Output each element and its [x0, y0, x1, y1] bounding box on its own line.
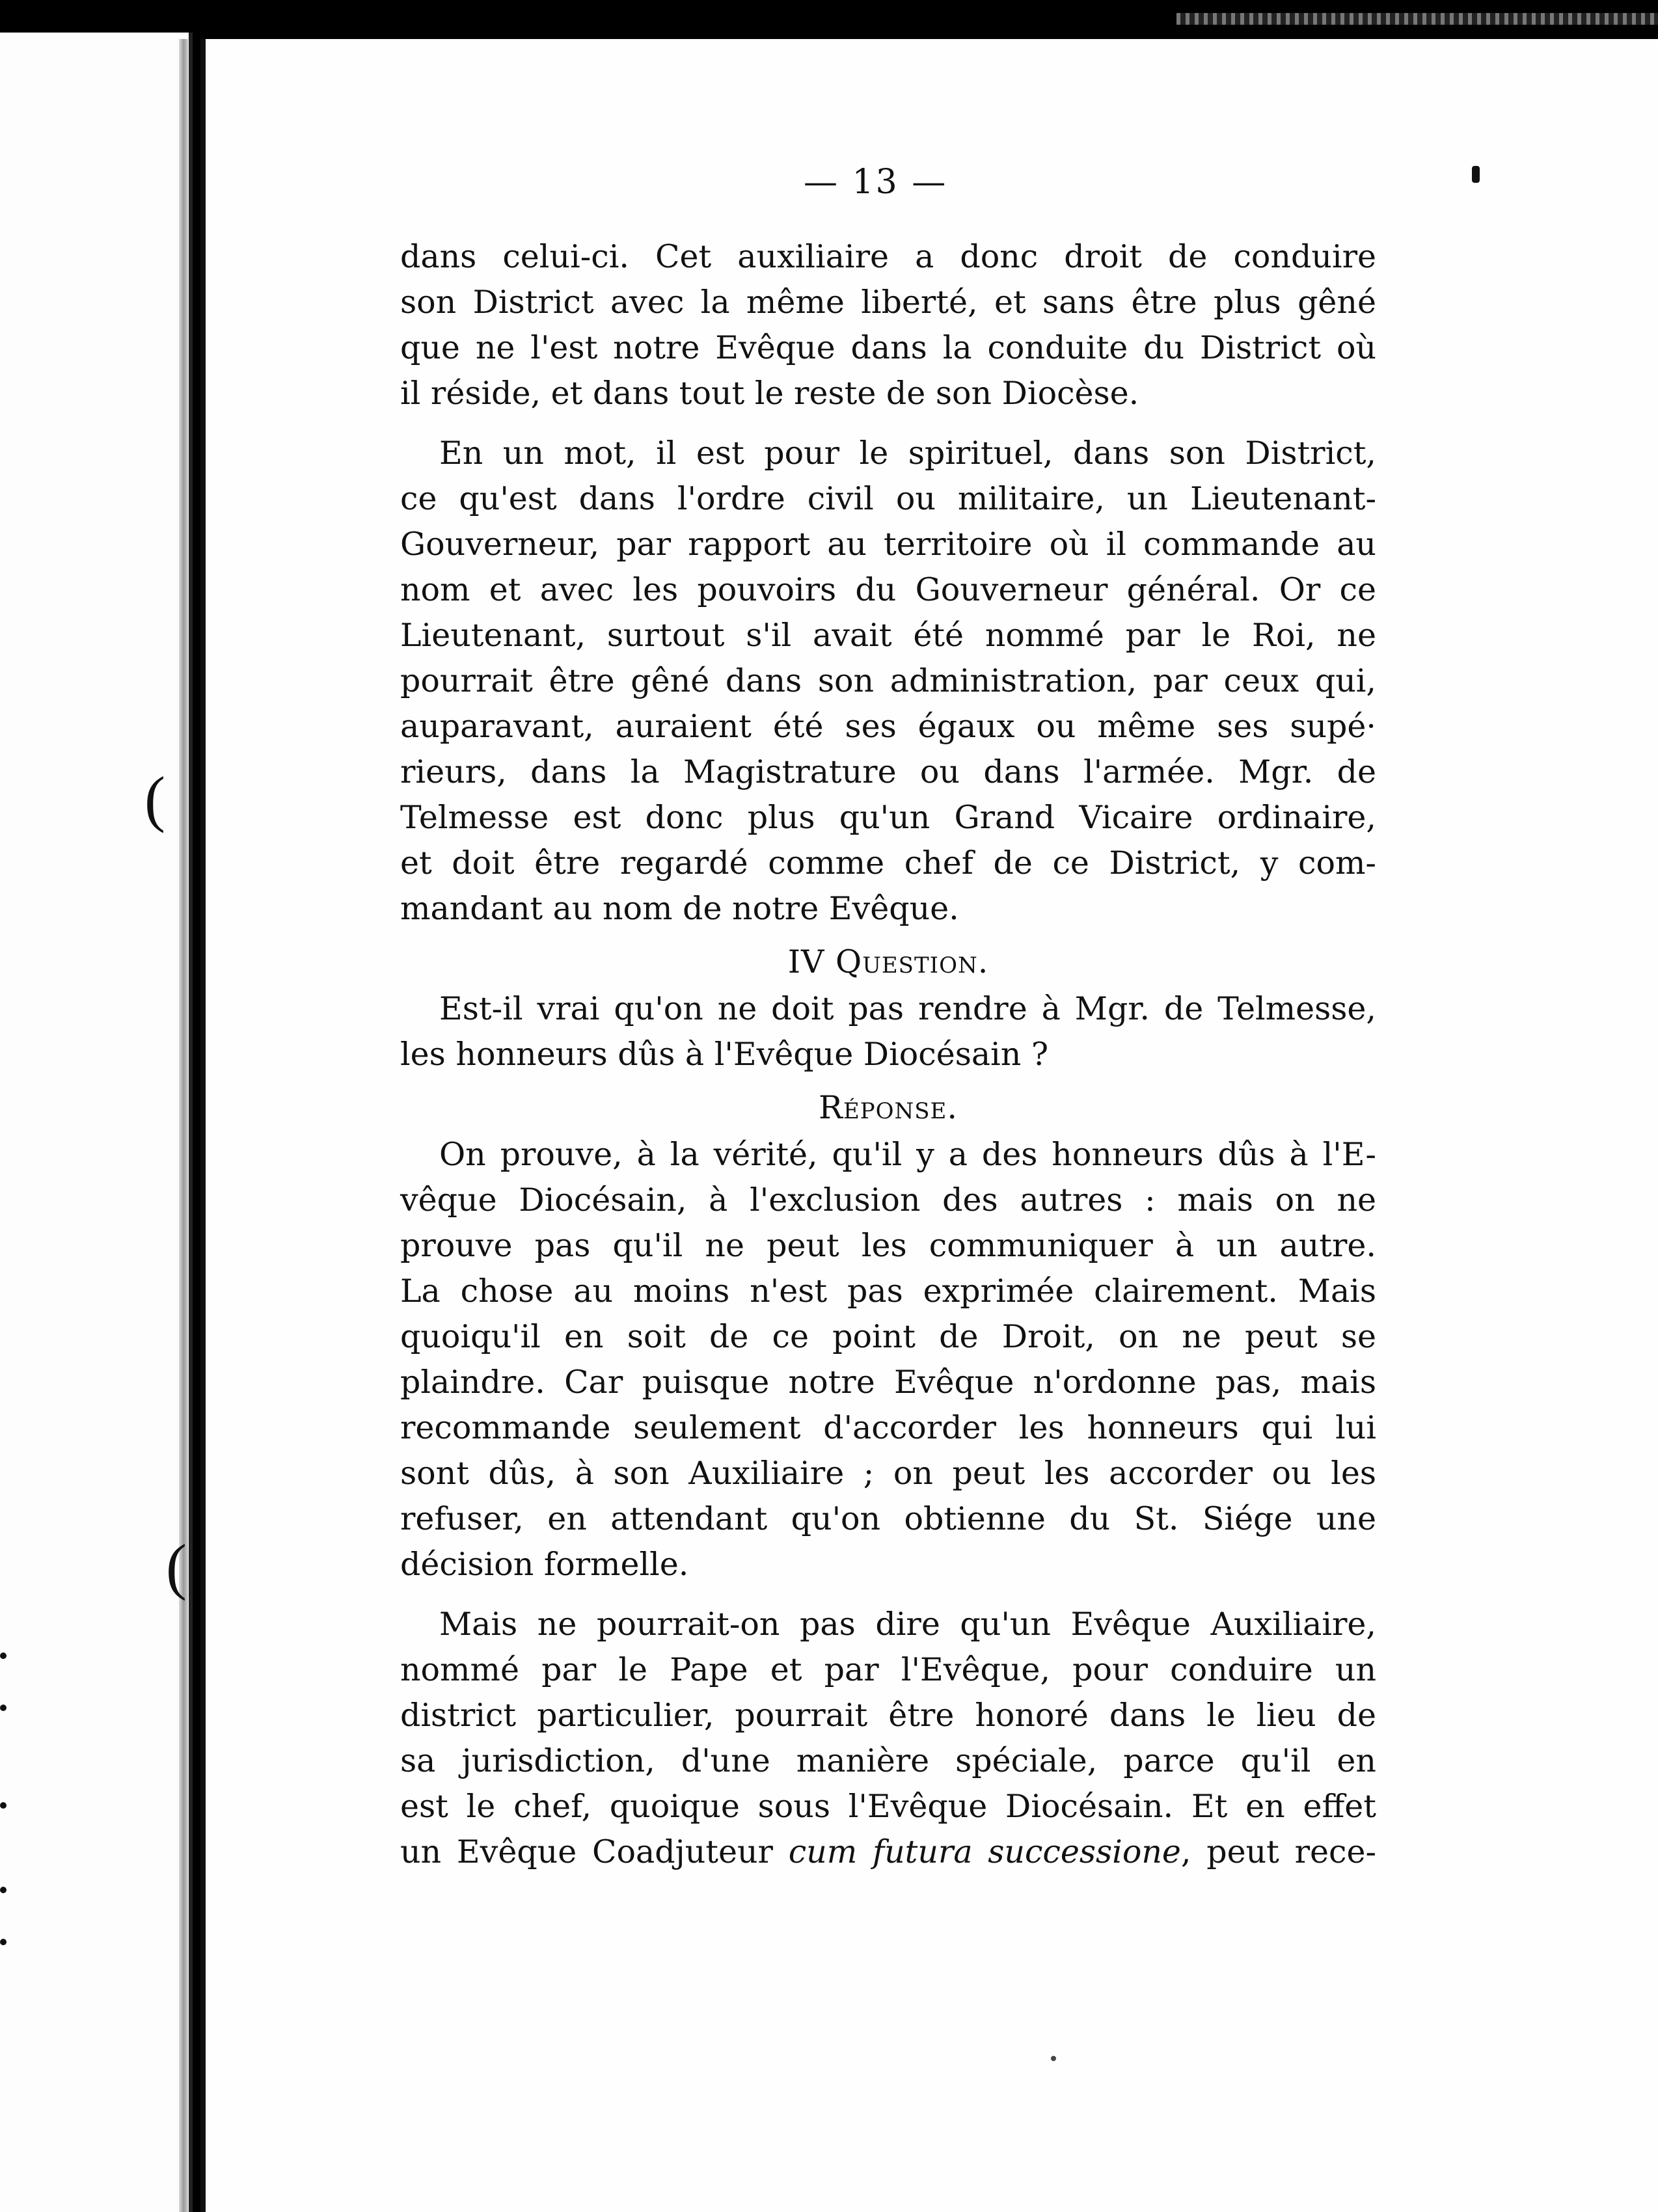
text-line: mandant au nom de notre Evêque.	[400, 890, 959, 927]
text-line: nom et avec les pouvoirs du Gouverneur général. Or ce	[400, 571, 1376, 608]
text-line: pourrait être gêné dans son administration, par ceux qui,	[400, 662, 1376, 699]
text-line: est le chef, quoique sous l'Evêque Diocésain. Et en effet	[400, 1788, 1376, 1825]
text-line: vêque Diocésain, à l'exclusion des autres : mais on ne	[400, 1181, 1376, 1219]
scan-top-border	[200, 0, 1658, 39]
text-line: refuser, en attendant qu'on obtienne du St. Siége une	[400, 1500, 1376, 1537]
text-line: En un mot, il est pour le spirituel, dans son District,	[439, 435, 1376, 472]
edge-mark	[0, 1652, 7, 1659]
text-line: Telmesse est donc plus qu'un Grand Vicaire ordinaire,	[400, 799, 1376, 836]
text-line: auparavant, auraient été ses égaux ou même ses supé·	[400, 708, 1376, 745]
edge-mark	[0, 1939, 7, 1945]
text-line: ce qu'est dans l'ordre civil ou militaire, un Lieutenant-	[400, 480, 1376, 517]
book-gutter	[179, 39, 188, 2212]
ink-speck	[1051, 2056, 1056, 2061]
margin-bracket-lower-left: (	[166, 1531, 187, 1601]
text-line: sa jurisdiction, d'une manière spéciale, parce qu'il en	[400, 1742, 1376, 1779]
text-line: On prouve, à la vérité, qu'il y a des honneurs dûs à l'E-	[439, 1136, 1376, 1173]
text-line: sont dûs, à son Auxiliaire ; on peut les accorder ou les	[400, 1455, 1376, 1492]
facing-page	[0, 33, 193, 2212]
latin-phrase: cum futura successione	[788, 1833, 1181, 1870]
margin-bracket-upper-left: (	[144, 764, 165, 833]
text-line: que ne l'est notre Evêque dans la conduite du District où	[400, 329, 1376, 366]
text-line: plaindre. Car puisque notre Evêque n'ordonne pas, mais	[400, 1364, 1376, 1401]
text-line: décision formelle.	[400, 1546, 689, 1583]
text-line: Lieutenant, surtout s'il avait été nommé par le Roi, ne	[400, 617, 1376, 654]
question-paragraph	[400, 986, 1376, 1077]
text-line: les honneurs dûs à l'Evêque Diocésain ?	[400, 1036, 1049, 1073]
text-line: Mais ne pourrait-on pas dire qu'un Evêque Auxiliaire,	[439, 1606, 1376, 1643]
body-text	[400, 234, 1376, 1875]
text-line: prouve pas qu'il ne peut les communiquer à un autre.	[400, 1227, 1376, 1264]
text-line: son District avec la même liberté, et sans être plus gêné	[400, 284, 1376, 321]
section-heading-answer: Réponse.	[819, 1089, 958, 1126]
text-line: quoiqu'il en soit de ce point de Droit, on ne peut se	[400, 1318, 1376, 1355]
page-number: — 13 —	[804, 163, 948, 202]
text-line: il réside, et dans tout le reste de son Diocèse.	[400, 375, 1139, 412]
edge-mark	[0, 1705, 7, 1711]
text-line-mixed	[400, 1829, 1376, 1875]
text-line: et doit être regardé comme chef de ce District, y com-	[400, 844, 1376, 882]
text-segment: un Evêque Coadjuteur	[400, 1833, 789, 1870]
text-line: Est-il vrai qu'on ne doit pas rendre à Mgr. de Telmesse,	[439, 990, 1376, 1027]
text-line: recommande seulement d'accorder les honneurs qui lui	[400, 1409, 1376, 1446]
scan-noise-stripe	[1176, 13, 1658, 25]
paragraph-1	[400, 234, 1376, 416]
text-segment: , peut rece-	[1180, 1833, 1376, 1870]
section-heading-question: IV Question.	[787, 943, 989, 980]
paragraph-3	[400, 1132, 1376, 1587]
edge-mark	[0, 1887, 7, 1893]
text-line: district particulier, pourrait être honoré dans le lieu de	[400, 1697, 1376, 1734]
ink-mark	[1472, 166, 1480, 183]
paragraph-4	[400, 1602, 1376, 1875]
edge-mark	[0, 1802, 7, 1809]
paragraph-2	[400, 431, 1376, 932]
text-line: Gouverneur, par rapport au territoire où il commande au	[400, 526, 1376, 563]
text-line: La chose au moins n'est pas exprimée clairement. Mais	[400, 1273, 1376, 1310]
text-line: dans celui-ci. Cet auxiliaire a donc droit de conduire	[400, 238, 1376, 275]
text-line: rieurs, dans la Magistrature ou dans l'armée. Mgr. de	[400, 753, 1376, 790]
text-line: nommé par le Pape et par l'Evêque, pour conduire un	[400, 1651, 1376, 1688]
